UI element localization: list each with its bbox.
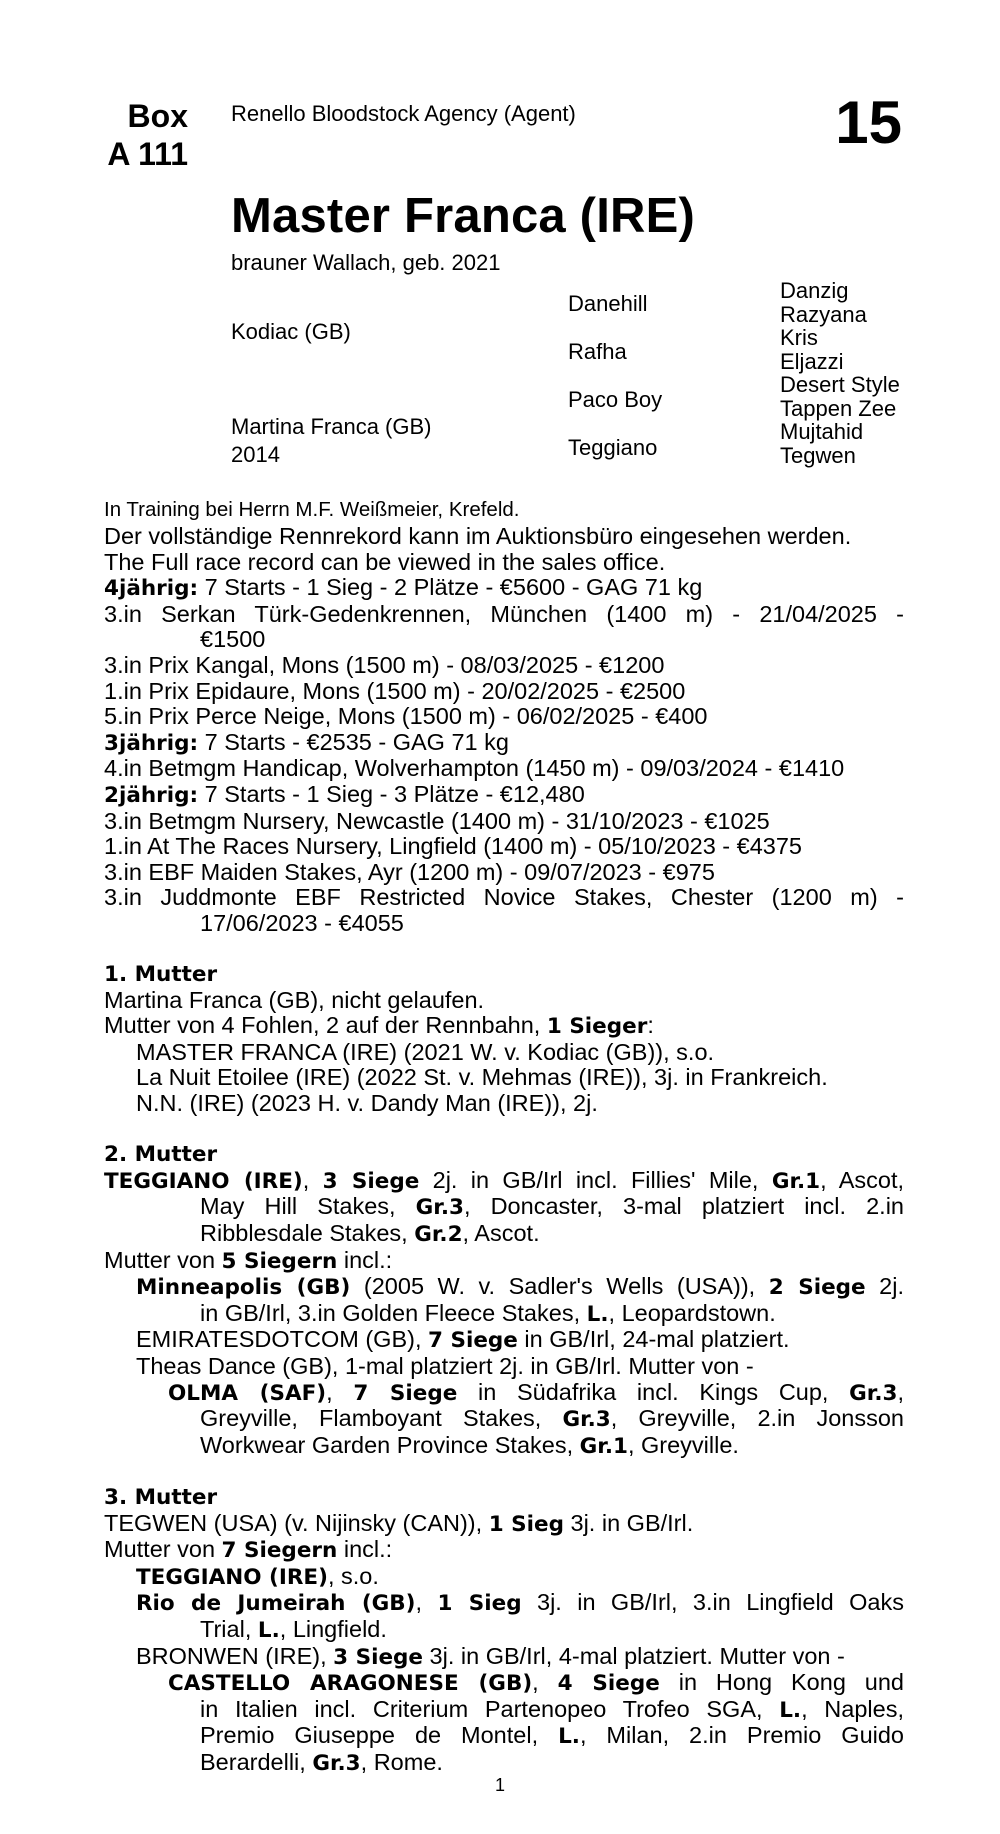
dam3-line [104,1590,904,1617]
dam2-line [104,1168,904,1195]
text: , Doncaster, 3-mal platziert incl. 2.in [463,1193,904,1220]
text: TEGWEN (USA) (v. Nijinsky (CAN)), [104,1509,489,1536]
dam1-heading: 1. Mutter [104,962,218,988]
age2-summary [104,782,904,809]
record-note-en: The Full race record can be viewed in the sales office. [104,548,666,575]
dam2-line [104,1301,904,1328]
pedigree-gen3-item: Kris [780,325,818,350]
winner-count: 5 Siegern [221,1248,338,1274]
text: , s.o. [327,1562,379,1589]
dam2-line [104,1194,904,1221]
foal-entry: MASTER FRANCA (IRE) (2021 W. v. Kodiac (GB)), s.o. [136,1038,715,1065]
pedigree-gen2: Rafha [568,339,627,364]
dam3-line [104,1750,904,1777]
grade-bold: Gr.1 [579,1433,628,1459]
dam2-line: Theas Dance (GB), 1-mal platziert 2j. in GB/Irl. Mutter von - [136,1353,754,1379]
pedigree-gen3-item: Danzig [780,278,849,303]
wins-bold: 7 Siege [428,1328,518,1354]
horse-bold: OLMA (SAF) [168,1380,327,1406]
text: in Südafrika incl. Kings Cup, [457,1378,850,1405]
race-entry: 3.in Betmgm Nursery, Newcastle (1400 m) - 31/10/2023 - €1025 [104,807,770,834]
text: , Greyville, 2.in Jonsson [610,1405,904,1432]
dam2-line [104,1433,904,1460]
text: , Ascot. [462,1220,540,1247]
text: , Lingfield. [279,1615,387,1642]
horse-bold: Minneapolis (GB) [136,1275,351,1301]
pedigree-gen2: Danehill [568,291,648,316]
grade-bold: Gr.3 [849,1380,898,1406]
pedigree-gen2: Paco Boy [568,387,663,412]
text: , Milan, 2.in Premio Guido [579,1722,904,1749]
horse-description: brauner Wallach, geb. 2021 [231,250,501,275]
dam3-line [104,1723,904,1750]
text: in GB/Irl, 24-mal platziert. [517,1326,790,1353]
text: incl.: [337,1536,393,1563]
wins-bold: 4 Siege [557,1671,660,1697]
text: , [326,1378,354,1405]
text: , Naples, [801,1695,904,1722]
race-entry: 3.in Prix Kangal, Mons (1500 m) - 08/03/2025 - €1200 [104,651,665,678]
listed-bold: L. [779,1697,802,1723]
wins-bold: 1 Sieg [437,1591,522,1617]
wins-bold: 3 Siege [322,1168,420,1194]
agent-name: Renello Bloodstock Agency (Agent) [231,101,576,126]
page-number: 1 [494,1775,505,1795]
dam3-line [104,1564,904,1591]
age2-label: 2jährig: [104,782,199,808]
text: BRONWEN (IRE), [136,1642,334,1669]
text: in Hong Kong und [659,1669,904,1696]
listed-bold: L. [257,1617,280,1643]
text: Greyville, Flamboyant Stakes, [200,1405,563,1432]
wins-bold: 3 Siege [333,1644,423,1670]
pedigree-gen3-item: Mujtahid [780,419,864,444]
race-entry: 3.in Juddmonte EBF Restricted Novice Stakes, Chester (1200 m) - [104,884,904,911]
horse-bold: TEGGIANO (IRE) [136,1564,328,1590]
box-number: A 111 [107,136,188,172]
dam2-line [104,1406,904,1433]
text: , Leopardstown. [608,1299,776,1326]
text: Ribblesdale Stakes, [200,1220,415,1247]
age3-summary [104,730,904,757]
text: 2j. in GB/Irl incl. Fillies' Mile, [419,1166,772,1193]
pedigree-dam: Martina Franca (GB) [231,414,432,439]
age4-label: 4jährig: [104,576,199,602]
pedigree-dam-year: 2014 [231,442,280,467]
age2-stats: 7 Starts - 1 Sieg - 3 Plätze - €12,480 [198,780,585,807]
pedigree-gen3-item: Tegwen [780,442,856,468]
text: Trial, [200,1615,258,1642]
dam1-production [104,1013,904,1040]
age4-stats: 7 Starts - 1 Sieg - 2 Plätze - €5600 - GAG 71 kg [198,574,703,601]
text: 3j. in GB/Irl, 3.in Lingfield Oaks [521,1589,905,1616]
grade-bold: Gr.3 [312,1750,361,1776]
grade-bold: Gr.3 [415,1195,464,1221]
grade-bold: Gr.1 [771,1168,821,1194]
age4-summary [104,575,904,602]
wins-bold: 2 Siege [768,1275,866,1301]
dam2-line [104,1380,904,1407]
text: (2005 W. v. Sadler's Wells (USA)), [350,1273,769,1300]
foal-entry: La Nuit Etoilee (IRE) (2022 St. v. Mehmas (IRE)), 3j. in Frankreich. [136,1064,828,1091]
dam3-line [104,1617,904,1644]
horse-bold: TEGGIANO (IRE) [104,1168,303,1194]
race-record [104,524,904,1777]
race-entry: 3.in EBF Maiden Stakes, Ayr (1200 m) - 09/07/2023 - €975 [104,858,715,885]
text: , Greyville. [627,1431,739,1458]
text: , [532,1669,558,1696]
dam2-line [104,1221,904,1248]
text: , [415,1589,438,1616]
horse-name: Master Franca (IRE) [231,189,695,243]
dam3-production [104,1537,904,1564]
text: EMIRATESDOTCOM (GB), [136,1326,429,1353]
text: incl.: [337,1246,393,1273]
race-entry: 1.in At The Races Nursery, Lingfield (1400 m) - 05/10/2023 - €4375 [104,833,803,860]
text: in Italien incl. Criterium Partenopeo Trofeo SGA, [200,1695,780,1722]
pedigree-gen3-item: Razyana [780,301,867,327]
race-entry: 1.in Prix Epidaure, Mons (1500 m) - 20/02/2025 - €2500 [104,677,686,704]
dam3-line [104,1697,904,1724]
dam3-heading: 3. Mutter [104,1484,218,1510]
wins-bold: 1 Sieg [488,1511,564,1537]
text: Mutter von 4 Fohlen, 2 auf der Rennbahn, [104,1012,547,1039]
text: : [647,1012,654,1039]
text: Mutter von [104,1536,222,1563]
text: , [897,1378,904,1405]
text: 2j. [865,1273,904,1300]
dam3-line [104,1511,904,1538]
text: 3j. in GB/Irl, 4-mal platziert. Mutter von - [423,1642,845,1669]
grade-bold: Gr.3 [562,1407,611,1433]
text: , [302,1166,323,1193]
dam3-line [104,1670,904,1697]
text: May Hill Stakes, [200,1193,416,1220]
training-note: In Training bei Herrn M.F. Weißmeier, Krefeld. [104,498,520,521]
race-entry-cont: 17/06/2023 - €4055 [200,909,404,936]
wins-bold: 7 Siege [353,1380,458,1406]
race-entry-cont: €1500 [200,626,266,653]
text: in GB/Irl, 3.in Golden Fleece Stakes, [200,1299,587,1326]
record-note-de: Der vollständige Rennrekord kann im Auktionsbüro eingesehen werden. [104,523,852,549]
dam1-name: Martina Franca (GB), nicht gelaufen. [104,986,485,1013]
text: , Ascot, [820,1166,904,1193]
text: Premio Giuseppe de Montel, [200,1722,559,1749]
text: Workwear Garden Province Stakes, [200,1431,580,1458]
race-entry: 3.in Serkan Türk-Gedenkrennen, München (1400 m) - 21/04/2025 - [104,600,904,627]
horse-bold: CASTELLO ARAGONESE (GB) [168,1671,533,1697]
age3-stats: 7 Starts - €2535 - GAG 71 kg [198,728,509,755]
age3-label: 3jährig: [104,730,199,756]
foal-entry: N.N. (IRE) (2023 H. v. Dandy Man (IRE)), 2j. [136,1090,598,1117]
pedigree-gen3-item: Tappen Zee [780,395,897,421]
text: Mutter von [104,1246,222,1273]
pedigree-gen3-item: Eljazzi [780,348,844,374]
winner-count: 7 Siegern [221,1538,338,1564]
winner-count: 1 Sieger [546,1014,648,1040]
dam3-line [104,1644,904,1671]
listed-bold: L. [586,1301,609,1327]
dam2-line [104,1274,904,1301]
box-label [88,97,188,173]
dam2-heading: 2. Mutter [104,1142,218,1168]
pedigree-gen2: Teggiano [568,435,658,460]
text: , Rome. [360,1748,443,1775]
dam2-production [104,1248,904,1275]
horse-bold: Rio de Jumeirah (GB) [136,1591,416,1617]
dam2-line [104,1327,904,1354]
pedigree-sire: Kodiac (GB) [231,319,351,344]
box-label-text: Box [127,98,188,134]
race-entry: 4.in Betmgm Handicap, Wolverhampton (1450 m) - 09/03/2024 - €1410 [104,755,845,782]
pedigree-gen3-item: Desert Style [780,372,900,397]
lot-number: 15 [835,89,902,156]
text: Berardelli, [200,1748,313,1775]
grade-bold: Gr.2 [414,1222,463,1248]
text: 3j. in GB/Irl. [563,1509,694,1536]
pedigree-gen3 [780,279,900,467]
race-entry: 5.in Prix Perce Neige, Mons (1500 m) - 06/02/2025 - €400 [104,703,708,730]
listed-bold: L. [558,1724,580,1750]
